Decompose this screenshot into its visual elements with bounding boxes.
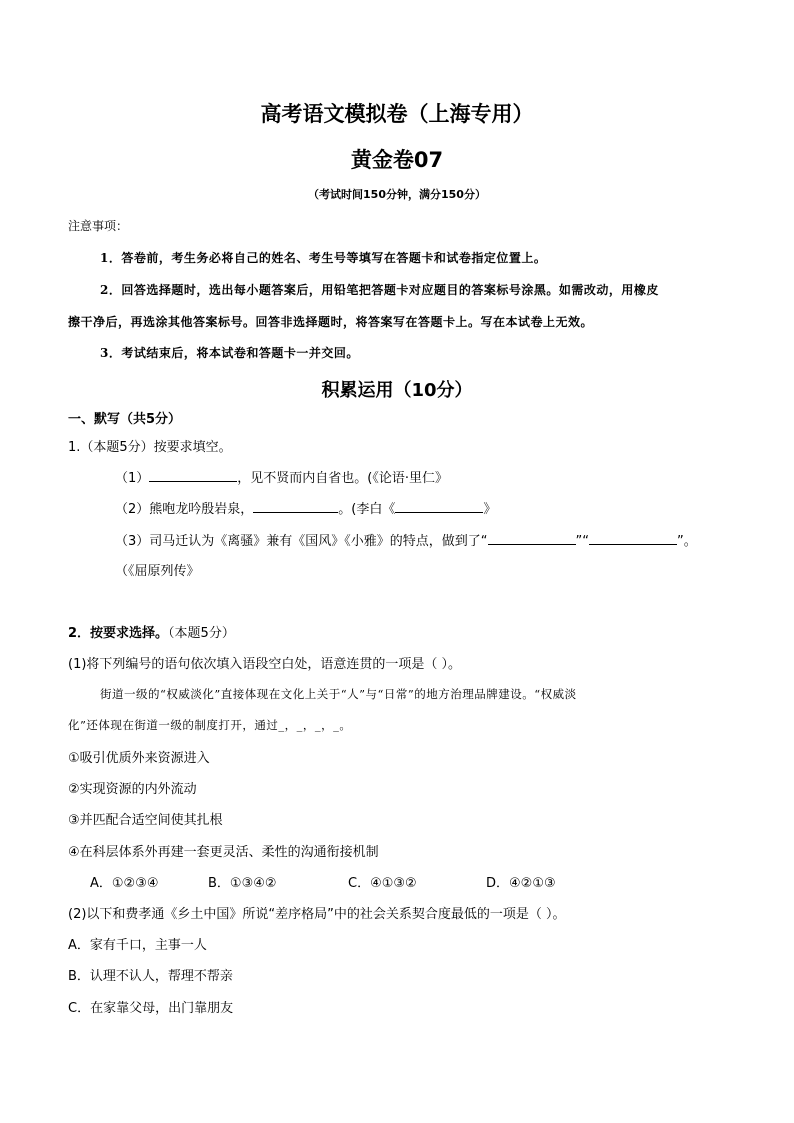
q1-item-1 — [115, 467, 448, 486]
answer-blank[interactable] — [589, 530, 677, 545]
notice-heading: 注意事项： — [68, 219, 129, 233]
q2-choice-a[interactable]: A．①②③④ — [90, 876, 159, 891]
q2-choice-d[interactable]: D．④②①③ — [486, 876, 556, 891]
q1-item-1-number: （1） — [115, 471, 150, 486]
q2-sub1-stem: (1)将下列编号的语句依次填入语段空白处，语意连贯的一项是（ ）。 — [68, 657, 462, 672]
q2-choice-c[interactable]: C．④①③② — [348, 876, 417, 891]
notice-item-1: 1．答卷前，考生务必将自己的姓名、考生号等填写在答题卡和试卷指定位置上。 — [100, 251, 547, 265]
q1-item-2 — [115, 498, 496, 517]
q1-item-2-text: （2）熊咆龙吟殷岩泉， — [115, 502, 254, 517]
exam-subtitle: 黄金卷07 — [350, 148, 444, 172]
q2-passage-line-1: 街道一级的“权威淡化”直接体现在文化上关于“人”与“日常”的地方治理品牌建设。“权威淡 — [100, 687, 577, 701]
answer-blank[interactable] — [253, 498, 338, 513]
q2-stem — [68, 622, 235, 641]
q2-option-sentence: ②实现资源的内外流动 — [68, 782, 197, 797]
q2-choice-b[interactable]: B．①③④② — [208, 876, 277, 891]
q2-option-sentence: ①吸引优质外来资源进入 — [68, 751, 210, 766]
answer-blank[interactable] — [149, 467, 237, 482]
q2-option-sentence: ④在科层体系外再建一套更灵活、柔性的沟通衔接机制 — [68, 845, 379, 860]
q2-passage-line-2: 化”还体现在街道一级的制度打开，通过_，_，_，_。 — [68, 718, 352, 732]
exam-title: 高考语文模拟卷（上海专用） — [260, 102, 534, 126]
q2-stem-title: 2．按要求选择。 — [68, 626, 169, 641]
answer-blank[interactable] — [395, 498, 483, 513]
q1-item-3-end: ”。 — [677, 534, 697, 549]
q2-option-sentence: ③并匹配合适空间使其扎根 — [68, 813, 223, 828]
answer-blank[interactable] — [488, 530, 576, 545]
q2-sub2-option-b[interactable]: B．认理不认人，帮理不帮亲 — [68, 969, 233, 984]
notice-item-3: 3．考试结束后，将本试卷和答题卡一并交回。 — [100, 346, 359, 360]
q2-sub2-option-c[interactable]: C．在家靠父母，出门靠朋友 — [68, 1001, 234, 1016]
q2-sub2-option-a[interactable]: A．家有千口，主事一人 — [68, 938, 207, 953]
notice-item-2-cont: 擦干净后，再选涂其他答案标号。回答非选择题时，将答案写在答题卡上。写在本试卷上无效。 — [68, 315, 594, 329]
notice-item-2: 2．回答选择题时，选出每小题答案后，用铅笔把答题卡对应题目的答案标号涂黑。如需改动，用橡皮 — [100, 283, 659, 297]
q2-stem-score: （本题5分） — [168, 626, 235, 641]
q1-item-3-source: （《屈原列传》 — [115, 564, 200, 579]
q1-item-3 — [115, 530, 697, 549]
part-title: 一、默写（共5分） — [68, 412, 182, 427]
q1-item-2-end: 》 — [483, 502, 497, 517]
q1-item-1-text: ，见不贤而内自省也。(《论语·里仁》 — [237, 471, 448, 486]
q2-sub2-stem: (2)以下和费孝通《乡土中国》所说“差序格局”中的社会关系契合度最低的一项是（ ）。 — [68, 907, 566, 922]
exam-time-note: （考试时间150分钟，满分150分） — [308, 188, 486, 201]
q1-stem: 1.（本题5分）按要求填空。 — [68, 440, 232, 455]
q1-item-3-mid: ”“ — [575, 534, 589, 549]
q1-item-2-mid: 。(李白《 — [338, 502, 396, 517]
section-title: 积累运用（10分） — [321, 380, 473, 401]
q1-item-3-text: （3）司马迁认为《离骚》兼有《国风》《小雅》的特点，做到了“ — [115, 534, 488, 549]
